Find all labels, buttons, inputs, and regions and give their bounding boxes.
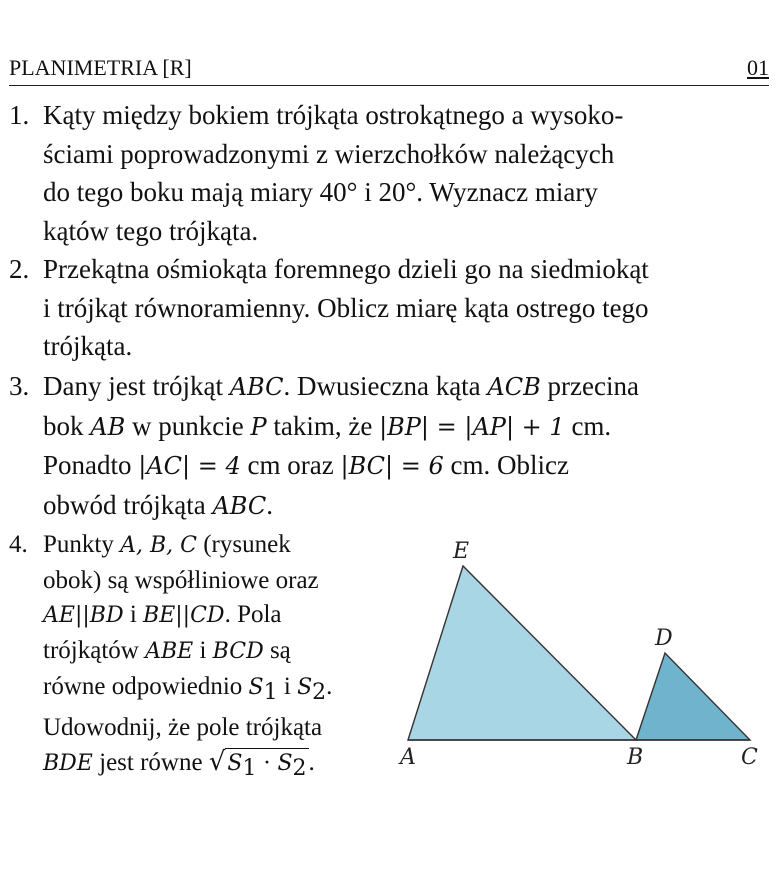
page-header	[9, 52, 769, 86]
text-line: Punkty A, B, C (rysunek	[43, 531, 291, 558]
text-line: BDE jest równe √S1 · S2.	[43, 747, 315, 782]
text-line: Ponadto |AC| = 4 cm oraz |BC| = 6 cm. Oblicz	[43, 450, 569, 480]
text-line: AE||BD i BE||CD. Pola	[43, 601, 282, 629]
task-number: 4.	[9, 531, 28, 558]
sqrt-sign: √	[208, 747, 226, 778]
text-line: ściami poprowadzonymi z wierzchołków należących	[43, 138, 615, 169]
text-line: Przekątna ośmiokąta foremnego dzieli go na siedmiokąt	[43, 254, 649, 284]
task-text	[43, 250, 771, 366]
label-d: D	[655, 626, 673, 651]
text-line: trójkąta.	[43, 331, 133, 361]
task-number: 2.	[9, 254, 30, 284]
label-b: B	[627, 745, 644, 770]
task-number: 1.	[9, 100, 30, 130]
text-line: i trójkąt równoramienny. Oblicz miarę kąta ostrego tego	[43, 292, 649, 323]
text-line: do tego boku mają miary 40° i 20°. Wyznacz miary	[43, 177, 598, 207]
text-line: równe odpowiednio S1 i S2.	[43, 672, 333, 705]
label-a: A	[400, 745, 416, 770]
task-text	[43, 367, 771, 525]
text-line: obok) są współliniowe oraz	[43, 566, 319, 594]
text-line: Kąty między bokiem trójkąta ostrokątnego a wysoko-	[43, 100, 624, 130]
triangles-figure	[395, 530, 775, 780]
task-text	[43, 528, 388, 783]
task-number: 3.	[9, 371, 30, 401]
text-line: kątów tego trójkąta.	[43, 215, 259, 246]
text-line: Udowodnij, że pole trójkąta	[43, 713, 323, 741]
text-line: Dany jest trójkąt ABC. Dwusieczna kąta ACB przecina	[43, 371, 639, 401]
page-number: 01	[747, 55, 769, 80]
triangle-bcd	[636, 653, 750, 740]
text-line: obwód trójkąta ABC.	[43, 489, 273, 520]
task-text	[43, 96, 771, 250]
text-line: trójkątów ABE i BCD są	[43, 637, 291, 665]
section-title: PLANIMETRIA [R]	[9, 55, 192, 80]
sqrt-radicand: S1 · S2	[225, 748, 308, 783]
triangle-abe	[408, 566, 636, 740]
label-c: C	[741, 745, 758, 770]
label-e: E	[453, 539, 470, 564]
text-line: bok AB w punkcie P takim, że |BP| = |AP| + 1 cm.	[43, 410, 612, 441]
